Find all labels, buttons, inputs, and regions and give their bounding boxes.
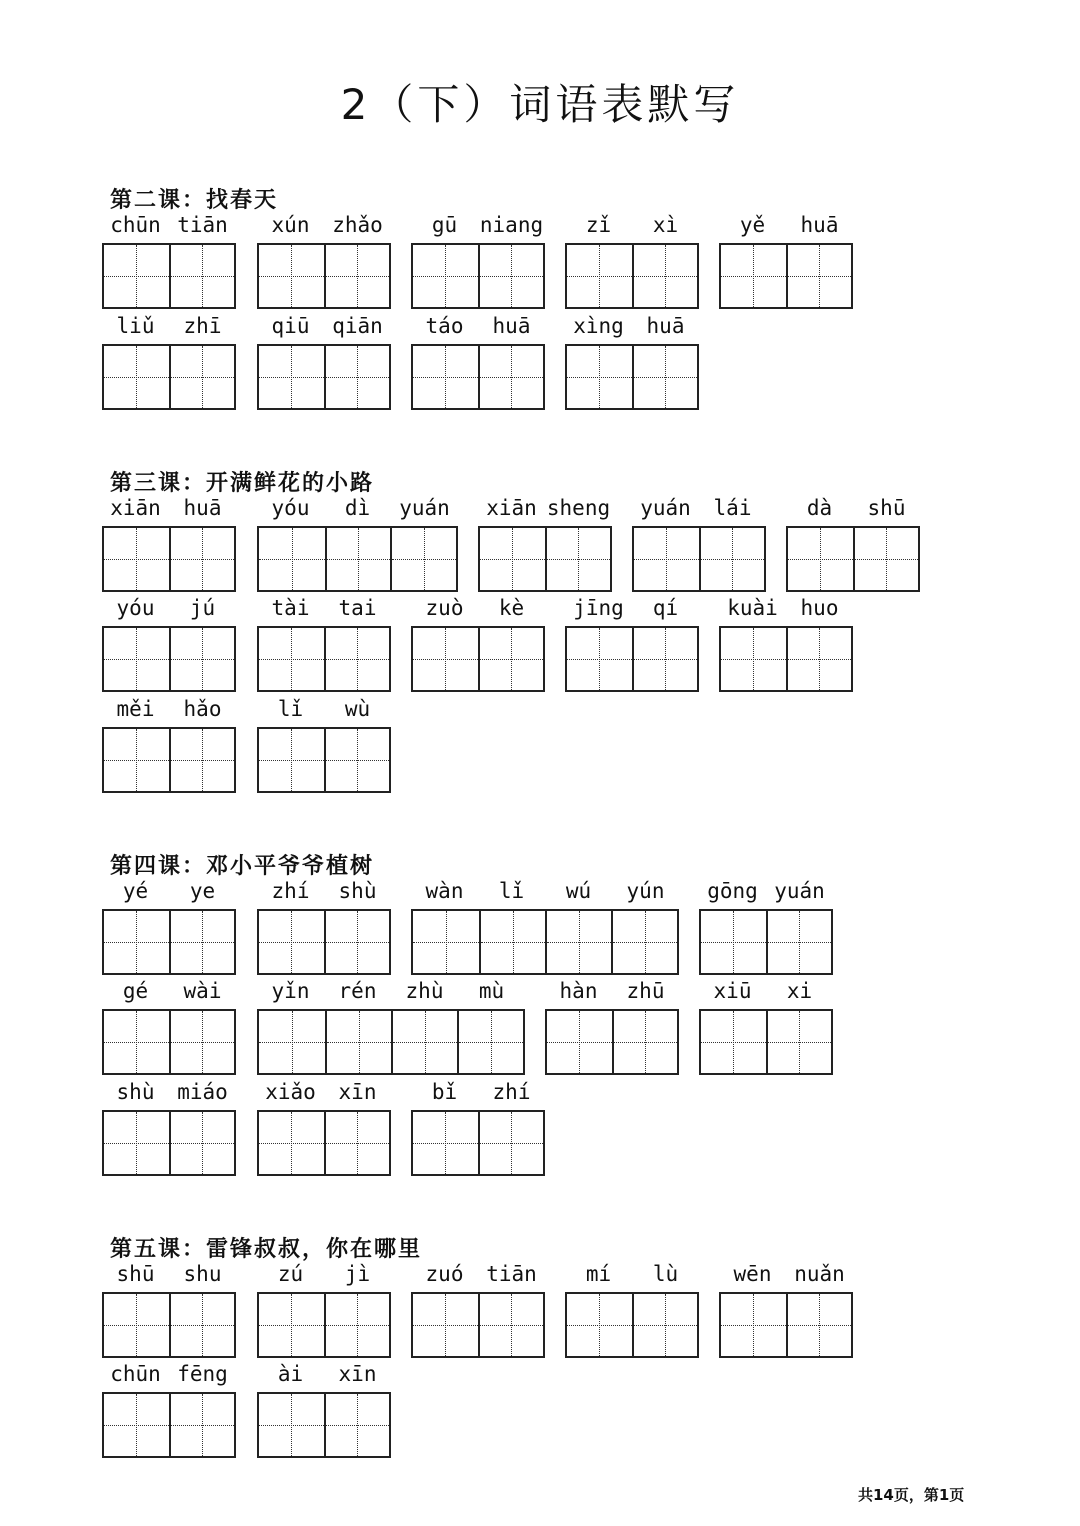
pinyin-row xyxy=(102,210,236,240)
pinyin-label: chūn xyxy=(110,213,161,237)
pinyin-label: huo xyxy=(800,596,839,620)
tianzige-boxes xyxy=(478,526,612,592)
word-group xyxy=(478,493,612,593)
tianzige-boxes xyxy=(411,1292,545,1358)
pinyin-label: xìng xyxy=(573,314,624,338)
word-group xyxy=(719,1259,853,1359)
pinyin-label: shu xyxy=(183,1262,222,1286)
tianzige-boxes xyxy=(102,1110,236,1176)
writing-cell[interactable] xyxy=(104,729,169,791)
pinyin-row xyxy=(102,1077,236,1107)
pinyin-label: lái xyxy=(713,496,752,520)
pinyin-label: huā xyxy=(646,314,685,338)
word-group xyxy=(699,876,833,976)
writing-cell[interactable] xyxy=(259,1112,324,1174)
pinyin-label: huā xyxy=(800,213,839,237)
pinyin-label: yóu xyxy=(116,596,155,620)
lesson-title: 第二课：找春天 xyxy=(110,187,279,213)
tianzige-boxes xyxy=(719,1292,853,1358)
writing-cell[interactable] xyxy=(169,911,234,973)
pinyin-row xyxy=(411,1259,545,1289)
pinyin-row xyxy=(699,976,833,1006)
word-group xyxy=(257,593,391,693)
pinyin-label: yǐn xyxy=(271,979,310,1003)
pinyin-label: bǐ xyxy=(431,1080,458,1104)
pinyin-label: zuó xyxy=(425,1262,464,1286)
word-group xyxy=(257,694,391,794)
pinyin-label: zhī xyxy=(183,314,222,338)
tianzige-boxes xyxy=(102,727,236,793)
writing-cell[interactable] xyxy=(480,528,545,590)
pinyin-label: měi xyxy=(116,697,155,721)
pinyin-label: chūn xyxy=(110,1362,161,1386)
pinyin-label: wù xyxy=(344,697,371,721)
writing-cell[interactable] xyxy=(632,245,697,307)
pinyin-row xyxy=(102,976,236,1006)
word-group xyxy=(411,876,679,976)
pinyin-row xyxy=(411,593,545,623)
writing-cell[interactable] xyxy=(169,729,234,791)
pinyin-row xyxy=(257,694,391,724)
tianzige-boxes xyxy=(102,526,236,592)
writing-cell[interactable] xyxy=(325,528,391,590)
pinyin-label: xīn xyxy=(338,1362,377,1386)
lesson-title: 第三课：开满鲜花的小路 xyxy=(110,470,375,496)
writing-cell[interactable] xyxy=(104,1294,169,1356)
writing-cell[interactable] xyxy=(853,528,918,590)
writing-cell[interactable] xyxy=(104,1112,169,1174)
pinyin-label: dà xyxy=(806,496,833,520)
writing-cell[interactable] xyxy=(567,346,632,408)
pinyin-row xyxy=(257,593,391,623)
pinyin-row xyxy=(699,876,833,906)
writing-cell[interactable] xyxy=(632,1294,697,1356)
pinyin-label: zhù xyxy=(405,979,444,1003)
word-group xyxy=(565,311,699,411)
writing-cell[interactable] xyxy=(169,528,234,590)
pinyin-row xyxy=(719,210,853,240)
pinyin-row xyxy=(478,493,612,523)
pinyin-row xyxy=(411,210,545,240)
word-group xyxy=(102,976,236,1076)
writing-cell[interactable] xyxy=(786,628,851,690)
pinyin-row xyxy=(257,311,391,341)
writing-cell[interactable] xyxy=(478,1112,543,1174)
pinyin-label: zhǎo xyxy=(332,213,383,237)
writing-cell[interactable] xyxy=(413,1294,478,1356)
tianzige-boxes xyxy=(102,1292,236,1358)
writing-cell[interactable] xyxy=(324,911,389,973)
word-group xyxy=(545,976,679,1076)
writing-cell[interactable] xyxy=(701,911,766,973)
pinyin-label: tiān xyxy=(486,1262,537,1286)
word-group xyxy=(411,1259,545,1359)
writing-cell[interactable] xyxy=(169,628,234,690)
word-group xyxy=(102,210,236,310)
pinyin-row xyxy=(545,976,679,1006)
tianzige-boxes xyxy=(411,909,679,975)
tianzige-boxes xyxy=(102,1392,236,1458)
pinyin-row xyxy=(257,876,391,906)
writing-cell[interactable] xyxy=(545,528,610,590)
tianzige-boxes xyxy=(257,626,391,692)
word-group xyxy=(257,1077,391,1177)
pinyin-label: kuài xyxy=(727,596,778,620)
pinyin-row xyxy=(257,1359,391,1389)
pinyin-label: yóu xyxy=(271,496,310,520)
word-group xyxy=(102,1359,236,1459)
writing-cell[interactable] xyxy=(169,1011,234,1073)
tianzige-boxes xyxy=(565,243,699,309)
tianzige-boxes xyxy=(411,243,545,309)
writing-cell[interactable] xyxy=(104,1394,169,1456)
tianzige-boxes xyxy=(102,1009,236,1075)
pinyin-label: shū xyxy=(116,1262,155,1286)
tianzige-boxes xyxy=(699,909,833,975)
word-group xyxy=(565,1259,699,1359)
writing-cell[interactable] xyxy=(766,911,831,973)
tianzige-boxes xyxy=(545,1009,679,1075)
pinyin-label: xiǎo xyxy=(265,1080,316,1104)
writing-cell[interactable] xyxy=(104,628,169,690)
writing-cell[interactable] xyxy=(545,911,611,973)
pinyin-label: qiān xyxy=(332,314,383,338)
pinyin-label: mí xyxy=(585,1262,612,1286)
writing-cell[interactable] xyxy=(259,1294,324,1356)
writing-cell[interactable] xyxy=(169,1394,234,1456)
word-group xyxy=(786,493,920,593)
pinyin-label: gōng xyxy=(707,879,758,903)
pinyin-row xyxy=(786,493,920,523)
writing-cell[interactable] xyxy=(104,245,169,307)
writing-cell[interactable] xyxy=(325,1011,391,1073)
tianzige-boxes xyxy=(257,344,391,410)
writing-cell[interactable] xyxy=(104,1011,169,1073)
pinyin-label: kè xyxy=(498,596,525,620)
pinyin-label: hǎo xyxy=(183,697,222,721)
pinyin-label: wài xyxy=(183,979,222,1003)
pinyin-label: wēn xyxy=(733,1262,772,1286)
pinyin-label: tai xyxy=(338,596,377,620)
word-group xyxy=(257,876,391,976)
writing-cell[interactable] xyxy=(259,1394,324,1456)
word-group xyxy=(257,1359,391,1459)
writing-cell[interactable] xyxy=(324,628,389,690)
word-group xyxy=(565,593,699,693)
pinyin-label: niang xyxy=(479,213,544,237)
pinyin-label: xīn xyxy=(338,1080,377,1104)
tianzige-boxes xyxy=(257,1009,525,1075)
pinyin-label: zhí xyxy=(492,1080,531,1104)
writing-cell[interactable] xyxy=(413,911,479,973)
tianzige-boxes xyxy=(565,1292,699,1358)
pinyin-row xyxy=(411,876,679,906)
writing-cell[interactable] xyxy=(479,911,545,973)
pinyin-label: jì xyxy=(344,1262,371,1286)
pinyin-row xyxy=(719,593,853,623)
pinyin-row xyxy=(102,493,236,523)
pinyin-label: dì xyxy=(344,496,371,520)
word-group xyxy=(632,493,766,593)
writing-cell[interactable] xyxy=(259,911,324,973)
writing-cell[interactable] xyxy=(478,346,543,408)
writing-cell[interactable] xyxy=(169,1294,234,1356)
writing-cell[interactable] xyxy=(786,245,851,307)
tianzige-boxes xyxy=(411,344,545,410)
writing-cell[interactable] xyxy=(634,528,699,590)
word-group xyxy=(102,876,236,976)
pinyin-label: zhū xyxy=(626,979,665,1003)
pinyin-row xyxy=(719,1259,853,1289)
tianzige-boxes xyxy=(719,243,853,309)
pinyin-row xyxy=(565,593,699,623)
tianzige-boxes xyxy=(102,344,236,410)
tianzige-boxes xyxy=(565,626,699,692)
pinyin-row xyxy=(411,1077,545,1107)
writing-cell[interactable] xyxy=(169,245,234,307)
word-group xyxy=(699,976,833,1076)
pinyin-label: xiān xyxy=(110,496,161,520)
pinyin-label: zú xyxy=(277,1262,304,1286)
word-group xyxy=(411,210,545,310)
pinyin-row xyxy=(565,210,699,240)
writing-cell[interactable] xyxy=(259,346,324,408)
pinyin-row xyxy=(257,1259,391,1289)
writing-cell[interactable] xyxy=(259,628,324,690)
tianzige-boxes xyxy=(102,909,236,975)
tianzige-boxes xyxy=(102,243,236,309)
writing-cell[interactable] xyxy=(413,346,478,408)
page-title: 2（下）词语表默写 xyxy=(340,80,740,129)
word-group xyxy=(257,1259,391,1359)
pinyin-label: yún xyxy=(626,879,665,903)
writing-cell[interactable] xyxy=(324,1294,389,1356)
pinyin-label: fēng xyxy=(177,1362,228,1386)
pinyin-label: qiū xyxy=(271,314,310,338)
tianzige-boxes xyxy=(257,909,391,975)
writing-cell[interactable] xyxy=(632,628,697,690)
pinyin-label: yě xyxy=(739,213,766,237)
writing-cell[interactable] xyxy=(413,1112,478,1174)
writing-cell[interactable] xyxy=(786,1294,851,1356)
pinyin-label: tài xyxy=(271,596,310,620)
pinyin-row xyxy=(102,1259,236,1289)
pinyin-label: xì xyxy=(652,213,679,237)
writing-cell[interactable] xyxy=(567,1294,632,1356)
tianzige-boxes xyxy=(632,526,766,592)
pinyin-label: wú xyxy=(565,879,592,903)
pinyin-row xyxy=(411,311,545,341)
pinyin-row xyxy=(632,493,766,523)
pinyin-label: ye xyxy=(189,879,216,903)
writing-cell[interactable] xyxy=(259,245,324,307)
word-group xyxy=(411,311,545,411)
writing-cell[interactable] xyxy=(766,1011,831,1073)
writing-cell[interactable] xyxy=(478,628,543,690)
lesson-title: 第五课：雷锋叔叔，你在哪里 xyxy=(110,1236,423,1262)
pinyin-label: shù xyxy=(116,1080,155,1104)
writing-cell[interactable] xyxy=(547,1011,612,1073)
writing-cell[interactable] xyxy=(413,245,478,307)
pinyin-label: xiān xyxy=(486,496,537,520)
word-group xyxy=(411,1077,545,1177)
pinyin-label: hàn xyxy=(559,979,598,1003)
writing-cell[interactable] xyxy=(721,1294,786,1356)
tianzige-boxes xyxy=(411,626,545,692)
writing-cell[interactable] xyxy=(324,346,389,408)
pinyin-label: xún xyxy=(271,213,310,237)
writing-cell[interactable] xyxy=(567,245,632,307)
word-group xyxy=(411,593,545,693)
pinyin-label: táo xyxy=(425,314,464,338)
pinyin-label: liǔ xyxy=(116,314,155,338)
writing-cell[interactable] xyxy=(324,729,389,791)
pinyin-label: rén xyxy=(338,979,377,1003)
lesson-title: 第四课：邓小平爷爷植树 xyxy=(110,853,375,879)
writing-cell[interactable] xyxy=(701,1011,766,1073)
writing-cell[interactable] xyxy=(169,1112,234,1174)
pinyin-label: sheng xyxy=(546,496,611,520)
pinyin-label: gé xyxy=(122,979,149,1003)
writing-cell[interactable] xyxy=(324,245,389,307)
word-group xyxy=(102,1077,236,1177)
writing-cell[interactable] xyxy=(104,346,169,408)
pinyin-label: zǐ xyxy=(585,213,612,237)
pinyin-label: lǐ xyxy=(498,879,525,903)
pinyin-row xyxy=(257,210,391,240)
pinyin-row xyxy=(102,593,236,623)
tianzige-boxes xyxy=(257,727,391,793)
pinyin-row xyxy=(565,1259,699,1289)
pinyin-label: lǐ xyxy=(277,697,304,721)
pinyin-row xyxy=(257,493,458,523)
writing-cell[interactable] xyxy=(390,528,456,590)
pinyin-label: yuán xyxy=(399,496,450,520)
tianzige-boxes xyxy=(257,1110,391,1176)
pinyin-label: yé xyxy=(122,879,149,903)
pinyin-label: yuán xyxy=(774,879,825,903)
pinyin-label: wàn xyxy=(425,879,464,903)
pinyin-label: mù xyxy=(478,979,505,1003)
pinyin-label: lù xyxy=(652,1262,679,1286)
writing-cell[interactable] xyxy=(259,1011,325,1073)
word-group xyxy=(565,210,699,310)
writing-cell[interactable] xyxy=(611,911,677,973)
writing-cell[interactable] xyxy=(567,628,632,690)
word-group xyxy=(719,210,853,310)
pinyin-label: xi xyxy=(786,979,813,1003)
tianzige-boxes xyxy=(719,626,853,692)
pinyin-label: gū xyxy=(431,213,458,237)
writing-cell[interactable] xyxy=(612,1011,677,1073)
writing-cell[interactable] xyxy=(457,1011,523,1073)
word-group xyxy=(102,593,236,693)
page-number: 共14页，第1页 xyxy=(858,1486,965,1504)
pinyin-row xyxy=(102,876,236,906)
word-group xyxy=(102,493,236,593)
writing-cell[interactable] xyxy=(632,346,697,408)
writing-cell[interactable] xyxy=(699,528,764,590)
tianzige-boxes xyxy=(699,1009,833,1075)
pinyin-label: huā xyxy=(492,314,531,338)
pinyin-row xyxy=(102,311,236,341)
pinyin-label: miáo xyxy=(177,1080,228,1104)
word-group xyxy=(257,311,391,411)
pinyin-label: ài xyxy=(277,1362,304,1386)
writing-cell[interactable] xyxy=(324,1112,389,1174)
writing-cell[interactable] xyxy=(104,528,169,590)
pinyin-row xyxy=(102,1359,236,1389)
word-group xyxy=(102,311,236,411)
writing-cell[interactable] xyxy=(259,729,324,791)
writing-cell[interactable] xyxy=(259,528,325,590)
tianzige-boxes xyxy=(257,526,458,592)
tianzige-boxes xyxy=(786,526,920,592)
tianzige-boxes xyxy=(257,243,391,309)
writing-cell[interactable] xyxy=(104,911,169,973)
pinyin-label: tiān xyxy=(177,213,228,237)
pinyin-label: jīng xyxy=(573,596,624,620)
word-group xyxy=(102,694,236,794)
tianzige-boxes xyxy=(257,1392,391,1458)
tianzige-boxes xyxy=(102,626,236,692)
pinyin-row xyxy=(257,1077,391,1107)
writing-cell[interactable] xyxy=(391,1011,457,1073)
word-group xyxy=(257,976,525,1076)
writing-cell[interactable] xyxy=(478,245,543,307)
pinyin-label: qí xyxy=(652,596,679,620)
word-group xyxy=(257,493,458,593)
writing-cell[interactable] xyxy=(413,628,478,690)
writing-cell[interactable] xyxy=(721,245,786,307)
pinyin-label: jú xyxy=(189,596,216,620)
writing-cell[interactable] xyxy=(721,628,786,690)
word-group xyxy=(102,1259,236,1359)
writing-cell[interactable] xyxy=(169,346,234,408)
writing-cell[interactable] xyxy=(324,1394,389,1456)
pinyin-label: huā xyxy=(183,496,222,520)
pinyin-label: yuán xyxy=(640,496,691,520)
word-group xyxy=(257,210,391,310)
tianzige-boxes xyxy=(565,344,699,410)
pinyin-row xyxy=(102,694,236,724)
pinyin-label: shū xyxy=(867,496,906,520)
pinyin-row xyxy=(257,976,525,1006)
pinyin-label: shù xyxy=(338,879,377,903)
tianzige-boxes xyxy=(411,1110,545,1176)
writing-cell[interactable] xyxy=(788,528,853,590)
tianzige-boxes xyxy=(257,1292,391,1358)
pinyin-label: zhí xyxy=(271,879,310,903)
pinyin-label: zuò xyxy=(425,596,464,620)
pinyin-label: xiū xyxy=(713,979,752,1003)
pinyin-row xyxy=(565,311,699,341)
word-group xyxy=(719,593,853,693)
writing-cell[interactable] xyxy=(478,1294,543,1356)
pinyin-label: nuǎn xyxy=(794,1262,845,1286)
